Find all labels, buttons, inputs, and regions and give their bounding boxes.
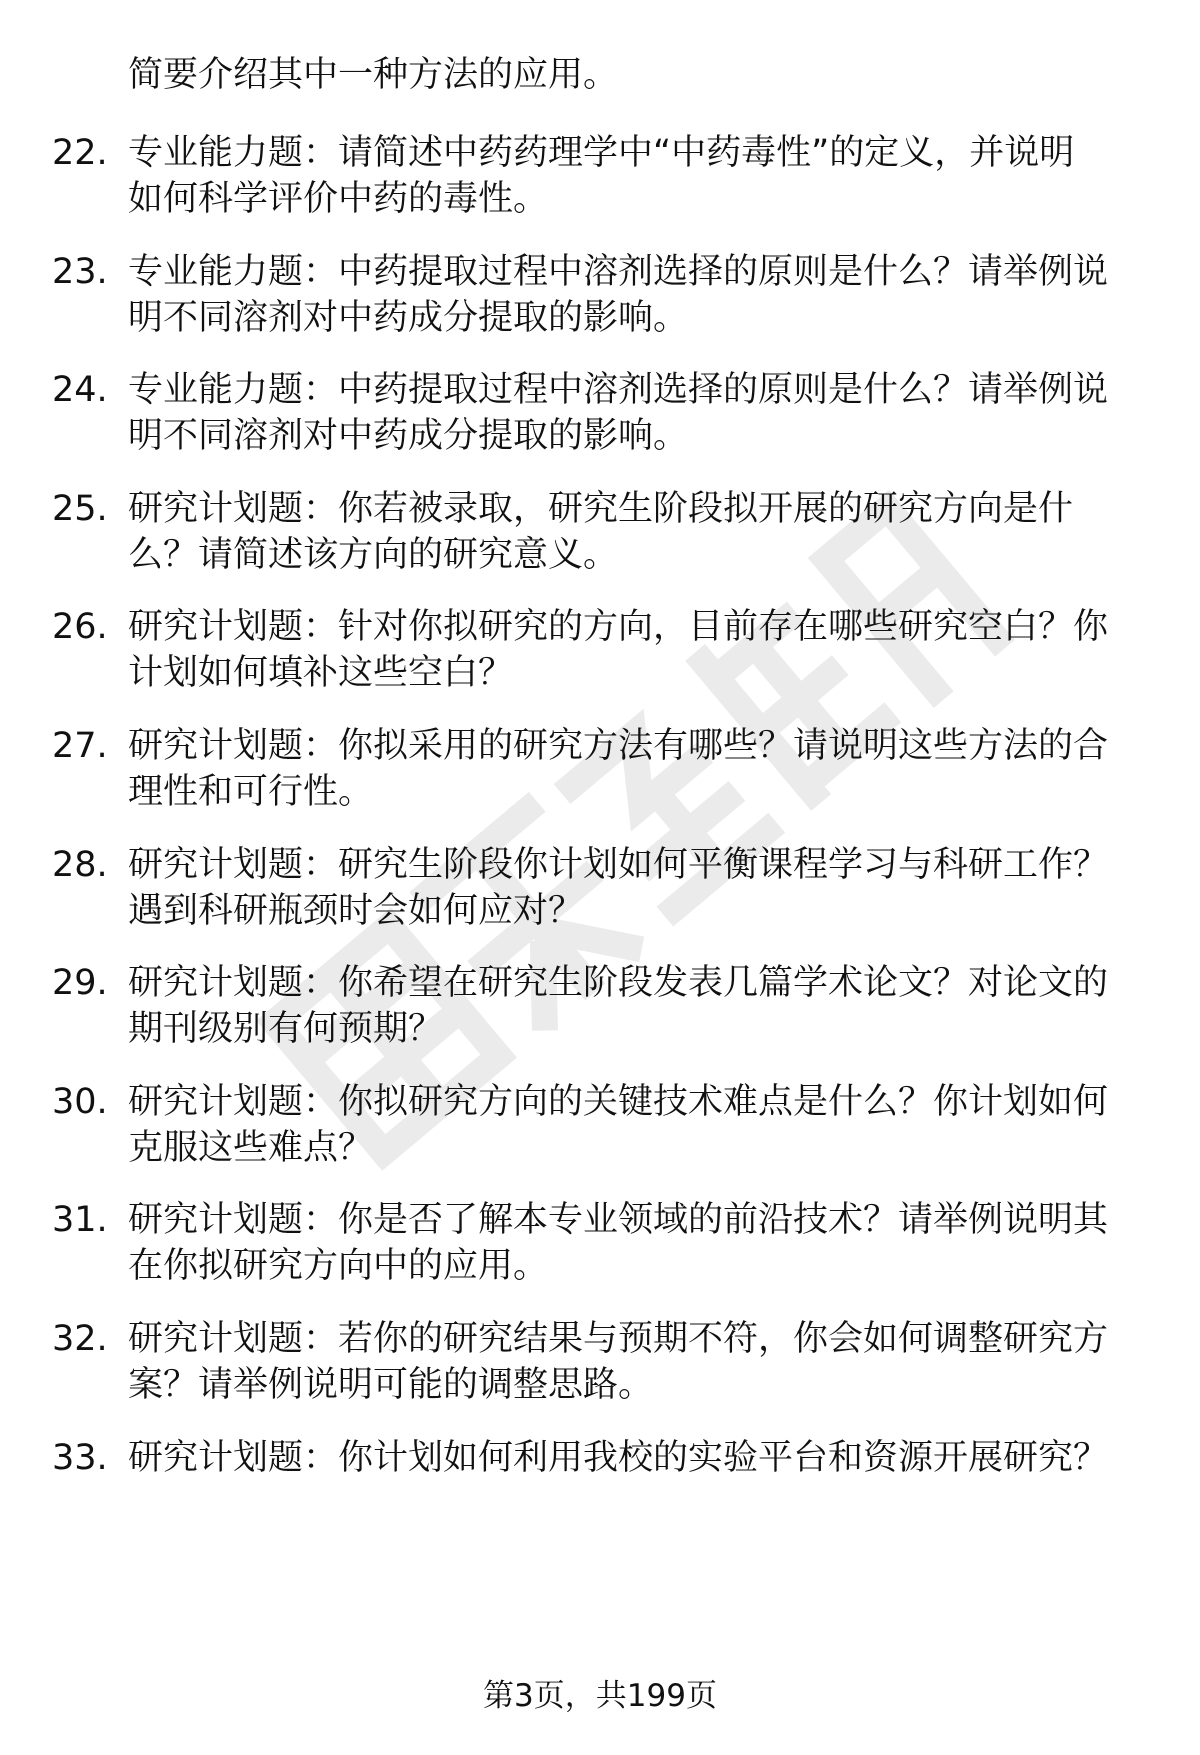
question-text-line: 研究计划题：若你的研究结果与预期不符，你会如何调整研究方 (128, 1319, 1109, 1359)
question-text-line: 专业能力题：中药提取过程中溶剂选择的原则是什么？请举例说 (128, 370, 1109, 410)
question-text-line: 克服这些难点？ (128, 1128, 374, 1168)
question-text-line: 么？请简述该方向的研究意义。 (128, 535, 619, 575)
question-text-line: 研究计划题：你拟采用的研究方法有哪些？请说明这些方法的合 (128, 726, 1109, 766)
question-number: 23. (52, 252, 108, 292)
question-text-line: 明不同溶剂对中药成分提取的影响。 (128, 298, 689, 338)
question-text-line: 研究计划题：你拟研究方向的关键技术难点是什么？你计划如何 (128, 1082, 1109, 1122)
question-number: 32. (52, 1319, 108, 1359)
question-text-line: 期刊级别有何预期？ (128, 1009, 444, 1049)
question-number: 26. (52, 607, 108, 647)
question-number: 30. (52, 1082, 108, 1122)
page-number: 第3页，共199页 (483, 1678, 717, 1714)
question-number: 24. (52, 370, 108, 410)
question-number: 27. (52, 726, 108, 766)
question-text-line: 计划如何填补这些空白？ (128, 653, 514, 693)
question-text-line: 明不同溶剂对中药成分提取的影响。 (128, 416, 689, 456)
question-number: 31. (52, 1200, 108, 1240)
question-text-line: 理性和可行性。 (128, 772, 374, 812)
question-text-line: 专业能力题：请简述中药药理学中“中药毒性”的定义，并说明 (128, 133, 1075, 173)
question-text-line: 在你拟研究方向中的应用。 (128, 1246, 549, 1286)
question-text-line: 研究计划题：你计划如何利用我校的实验平台和资源开展研究？ (128, 1438, 1109, 1478)
question-number: 28. (52, 845, 108, 885)
question-text-line: 专业能力题：中药提取过程中溶剂选择的原则是什么？请举例说 (128, 252, 1109, 292)
question-number: 25. (52, 489, 108, 529)
question-number: 33. (52, 1438, 108, 1478)
question-text-line: 研究计划题：你希望在研究生阶段发表几篇学术论文？对论文的 (128, 963, 1109, 1003)
question-text-line: 研究计划题：针对你拟研究的方向，目前存在哪些研究空白？你 (128, 607, 1109, 647)
question-text-line: 研究计划题：研究生阶段你计划如何平衡课程学习与科研工作？ (128, 845, 1109, 885)
question-text-line: 研究计划题：你是否了解本专业领域的前沿技术？请举例说明其 (128, 1200, 1109, 1240)
question-text-line: 如何科学评价中药的毒性。 (128, 179, 549, 219)
question-number: 29. (52, 963, 108, 1003)
question-text-line: 研究计划题：你若被录取，研究生阶段拟开展的研究方向是什 (128, 489, 1074, 529)
question-number: 22. (52, 133, 108, 173)
question-text-line: 遇到科研瓶颈时会如何应对？ (128, 891, 584, 931)
question-text-line: 案？请举例说明可能的调整思路。 (128, 1365, 654, 1405)
continuation-line: 简要介绍其中一种方法的应用。 (128, 55, 619, 95)
